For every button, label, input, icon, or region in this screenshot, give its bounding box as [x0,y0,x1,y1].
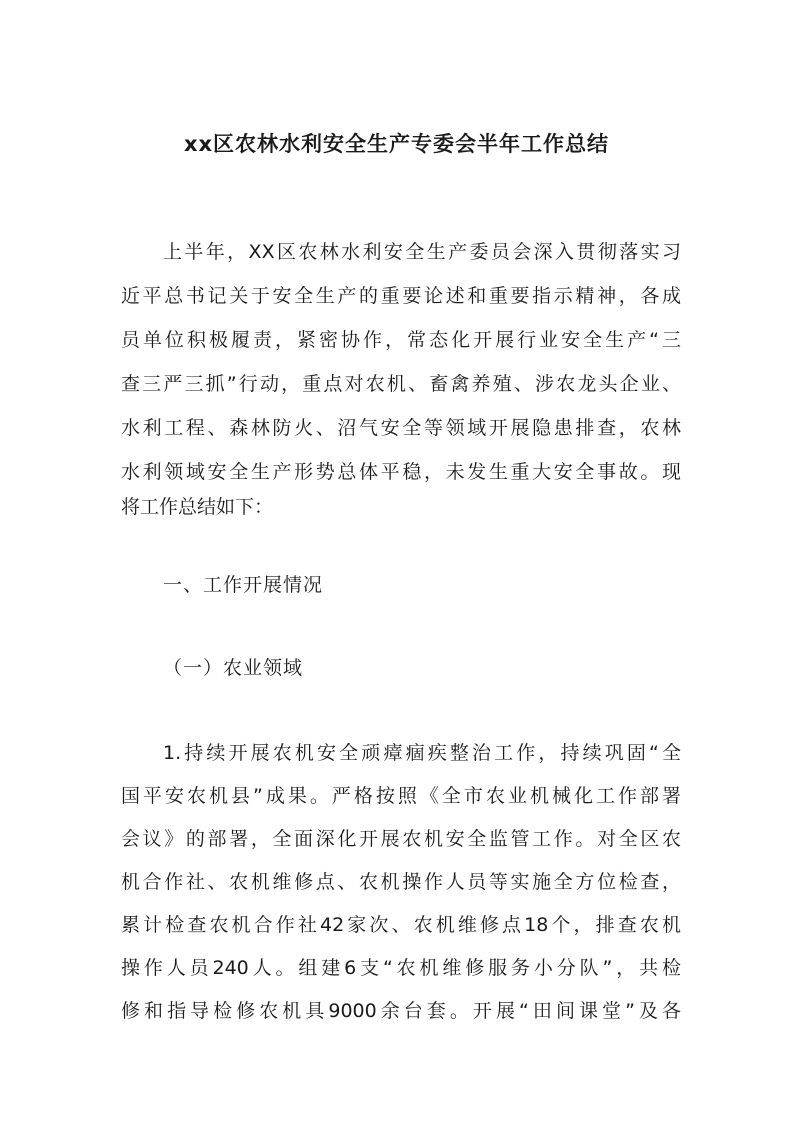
item1-line: 国平安农机县”成果。严格按照《全市农业机械化工作部署 [121,785,681,807]
item1-line: 修和指导检修农机具9000余台套。开展“田间课堂”及各 [121,1000,681,1022]
subsection-heading: （一）农业领域 [163,657,304,679]
intro-line: 水利工程、森林防火、沼气安全等领域开展隐患排查，农林 [121,417,681,439]
item1-line: 机合作社、农机维修点、农机操作人员等实施全方位检查， [121,871,681,893]
intro-line: 水利领域安全生产形势总体平稳，未发生重大安全事故。现 [121,461,681,483]
item1-line: 1.持续开展农机安全顽瘴痼疾整治工作，持续巩固“全 [163,742,681,764]
intro-line: 将工作总结如下： [121,496,274,518]
intro-line: 员单位积极履责，紧密协作，常态化开展行业安全生产“三 [121,329,681,351]
intro-line: 上半年，XX区农林水利安全生产委员会深入贯彻落实习 [163,241,681,263]
intro-line: 查三严三抓”行动，重点对农机、畜禽养殖、涉农龙头企业、 [121,373,681,395]
document-title: xx区农林水利安全生产专委会半年工作总结 [183,132,610,156]
section-heading: 一、工作开展情况 [163,574,324,596]
item1-line: 累计检查农机合作社42家次、农机维修点18个，排查农机 [121,914,681,936]
item1-line: 操作人员240人。组建6支“农机维修服务小分队”，共检 [121,957,681,979]
item1-line: 会议》的部署，全面深化开展农机安全监管工作。对全区农 [121,828,681,850]
intro-line: 近平总书记关于安全生产的重要论述和重要指示精神，各成 [121,285,681,307]
